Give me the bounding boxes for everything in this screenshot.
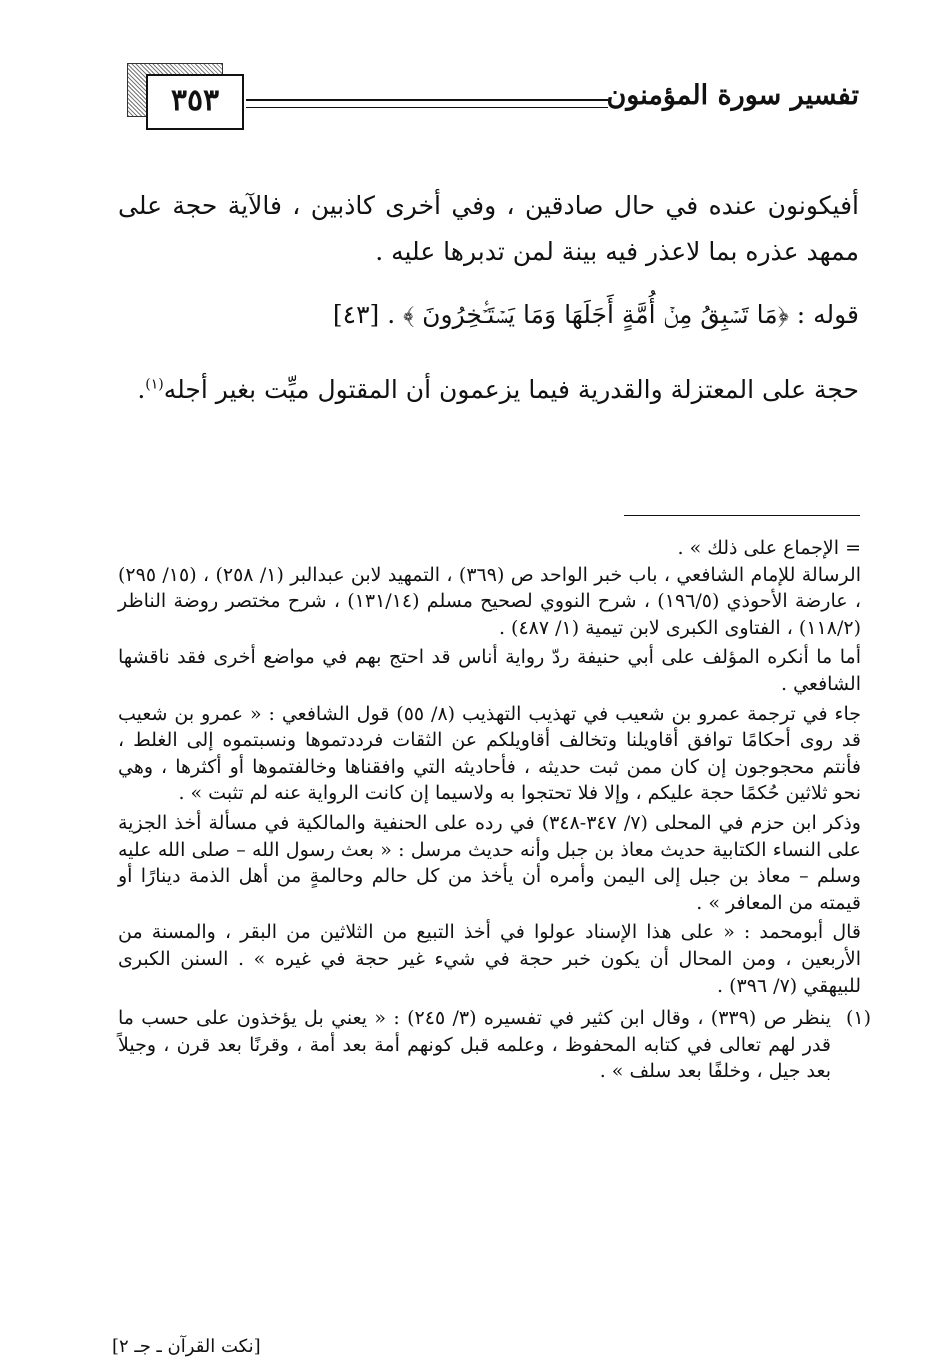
main-paragraph-2 bbox=[118, 367, 859, 413]
footnote-marker-1: (١) bbox=[145, 376, 164, 393]
page-number: ٣٥٣ bbox=[146, 74, 244, 130]
footnote-separator bbox=[624, 515, 860, 516]
verse-intro: قوله : bbox=[796, 300, 859, 329]
footnote-amr-ibn-shuayb: جاء في ترجمة عمرو بن شعيب في تهذيب التهذيب (٨/ ٥٥) قول الشافعي : « عمرو بن شعيب قد روى أحكامًا توافق أقاويلنا وتخالف أقاويلكم عن الثقات فرددتموها ونسبتموه إلى الغلط ، فأنتم محجوجون إن كان ممن ثبت حديثه ، فأحاديثه التي وافقناها وخالفتموها أو أكثرها ، وهي نحو ثلاثين حُكمًا حجة عليكم ، وإلا فلا تحتجوا به ولاسيما إن كانت الرواية عنه لم تثبت » . bbox=[118, 702, 861, 805]
paragraph-2-end: . bbox=[137, 375, 146, 404]
verse-line bbox=[333, 300, 859, 330]
volume-footer: [نكت القرآن ـ جـ ٢] bbox=[112, 1336, 261, 1357]
footnote-continuation-line: = الإجماع على ذلك » . bbox=[677, 537, 861, 559]
footnote-1-text: ينظر ص (٣٣٩) ، وقال ابن كثير في تفسيره (٣/ ٢٤٥) : « يعني بل يؤخذون على حسب ما قدر لهم تعالى في كتابه المحفوظ ، وعلمه قبل كونهم أمة بعد أمة ، وقرنًا بعد قرن ، وجيلاً بعد جيل ، وخلفًا بعد سلف » . bbox=[118, 1007, 831, 1083]
verse-reference: . [٤٣] bbox=[332, 300, 396, 329]
main-paragraph-1: أفيكونون عنده في حال صادقين ، وفي أخرى كاذبين ، فالآية حجة على ممهد عذره بما لاعذر فيه بينة لمن تدبرها عليه . bbox=[118, 191, 859, 266]
footnote-abu-hanifa: أما ما أنكره المؤلف على أبي حنيفة ردّ رواية أناس قد احتج بهم في مواضع أخرى فقد ناقشها الشافعي . bbox=[118, 646, 861, 695]
footnote-ibn-hazm: وذكر ابن حزم في المحلى (٧/ ٣٤٧-٣٤٨) في رده على الحنفية والمالكية في مسألة أخذ الجزية على النساء الكتابية حديث معاذ بن جبل وأنه حديث مرسل : « بعث رسول الله – صلى الله عليه وسلم – معاذ بن جبل إلى اليمن وأمره أن يأخذ من كل حالم وحالمةٍ من أهل الذمة دينارًا أو قيمته من المعافر » . bbox=[118, 811, 861, 914]
footnote-references: الرسالة للإمام الشافعي ، باب خبر الواحد ص (٣٦٩) ، التمهيد لابن عبدالبر (١/ ٢٥٨) ، (١٥/ ٢٩٥) ، عارضة الأحوذي (١٩٦/٥) ، شرح النووي لصحيح مسلم (١٣١/١٤) ، شرح مختصر روضة الناظر (١١٨/٢) ، الفتاوى الكبرى لابن تيمية (١/ ٤٨٧) . bbox=[118, 563, 862, 639]
quran-verse: ﴿مَا تَسۡبِقُ مِنۡ أُمَّةٍ أَجَلَهَا وَمَا يَسۡتَـٔۡخِرُونَ ﴾ bbox=[403, 300, 789, 329]
footnote-1 bbox=[118, 1005, 871, 1085]
paragraph-2-text: حجة على المعتزلة والقدرية فيما يزعمون أن المقتول ميِّت بغير أجله bbox=[163, 375, 859, 404]
footnotes bbox=[118, 535, 871, 1085]
running-head-title: تفسير سورة المؤمنون bbox=[606, 80, 859, 111]
footnote-1-number: (١) bbox=[845, 1007, 871, 1030]
footnote-abu-muhammad: قال أبومحمد : « على هذا الإسناد عولوا في أخذ التبيع من الثلاثين من البقر ، والمسنة من الأربعين ، ومن المحال أن يكون خبر حجة في شيء غير حجة في غيره » . السنن الكبرى للبيهقي (٧/ ٣٩٦) . bbox=[118, 921, 861, 997]
header-rule bbox=[246, 99, 608, 108]
